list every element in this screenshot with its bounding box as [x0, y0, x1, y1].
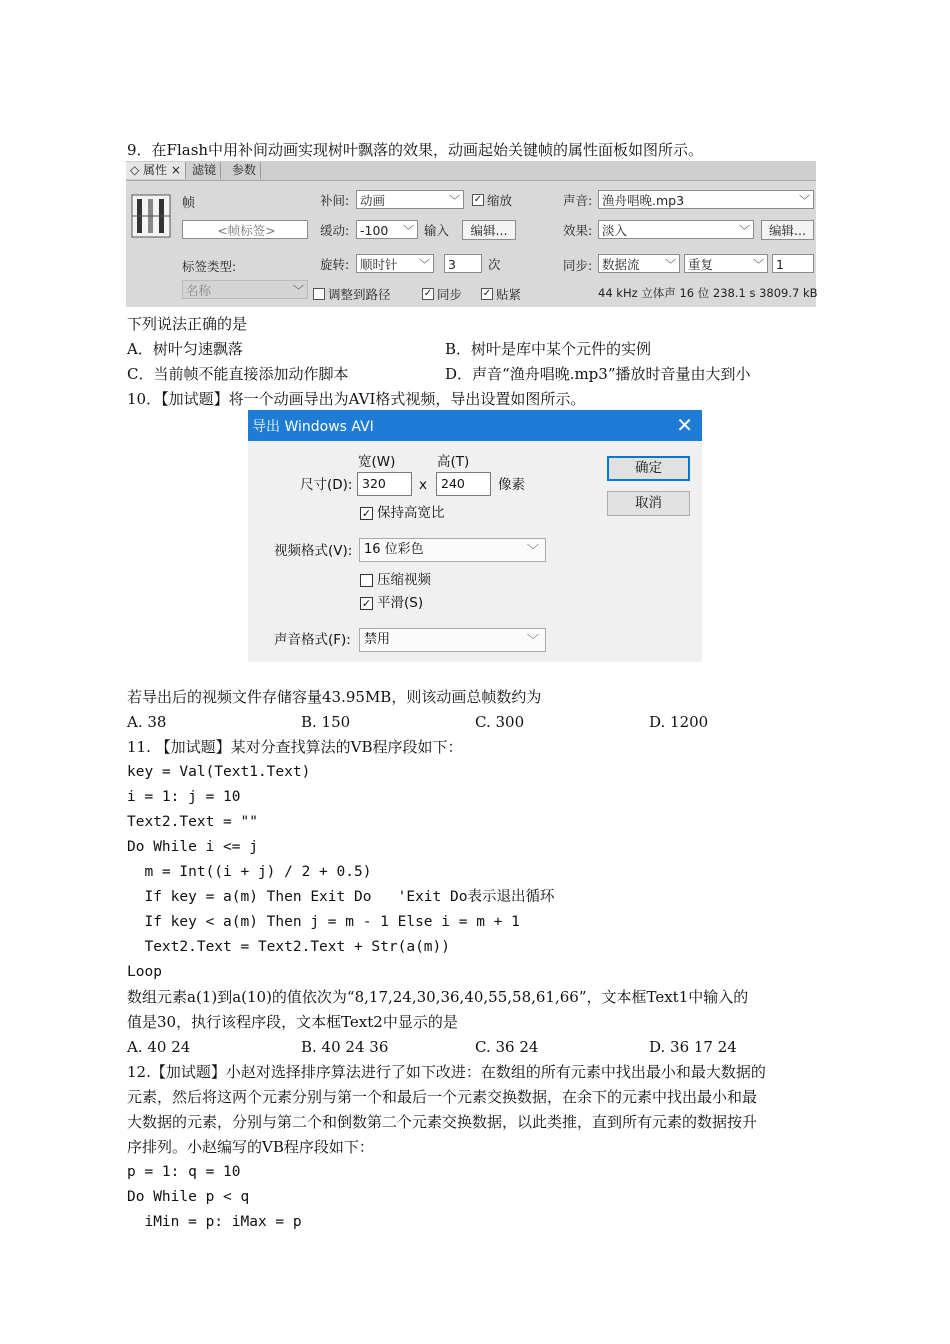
- video-format-value: 16 位彩色: [364, 542, 424, 557]
- chevron-down-icon: ﹀: [403, 224, 414, 237]
- tab-properties[interactable]: ◇ 属性 ×: [126, 162, 186, 179]
- q9-prompt: 下列说法正确的是: [127, 315, 248, 333]
- q11-option-b: B. 40 24 36: [301, 1038, 389, 1056]
- q11-description: 值是30，执行该程序段，文本框Text2中显示的是: [127, 1013, 458, 1031]
- repeat-count-input[interactable]: 1: [772, 254, 814, 273]
- sound-format-select[interactable]: [359, 628, 546, 652]
- width-label: 宽(W): [358, 454, 396, 470]
- export-avi-dialog: [248, 410, 702, 662]
- video-format-select[interactable]: [359, 538, 546, 562]
- q11-code-line: Do While i <= j: [127, 839, 258, 855]
- orient-to-path-label: 调整到路径: [328, 287, 391, 302]
- ease-value: -100: [360, 223, 389, 238]
- q12-code-line: iMin = p: iMax = p: [127, 1214, 302, 1230]
- ok-button[interactable]: 确定: [607, 456, 690, 481]
- q11-code-line: If key = a(m) Then Exit Do 'Exit Do表示退出循环: [127, 889, 555, 905]
- dialog-title: 导出 Windows AVI: [252, 419, 374, 435]
- cancel-button[interactable]: 取消: [607, 491, 690, 516]
- scale-checkbox[interactable]: ✓: [473, 194, 483, 205]
- q11-code-line: Text2.Text = Text2.Text + Str(a(m)): [127, 939, 451, 955]
- sync-checkbox-label: 同步: [437, 287, 463, 302]
- keep-ratio-label: 保持高宽比: [377, 505, 445, 521]
- q11-option-c: C. 36 24: [475, 1038, 539, 1056]
- q12-text-line: 序排列。小赵编写的VB程序段如下：: [127, 1138, 374, 1156]
- q11-option-a: A. 40 24: [127, 1038, 191, 1056]
- ease-label: 缓动:: [320, 223, 350, 238]
- scale-label: 缩放: [487, 193, 513, 208]
- q12-text-line: 元素，然后将这两个元素分别与第一个和最后一个元素交换数据，在余下的元素中找出最小和最: [127, 1088, 758, 1106]
- q11-code-line: key = Val(Text1.Text): [127, 764, 311, 780]
- flash-properties-panel: [126, 161, 816, 307]
- q11-option-d: D. 36 17 24: [649, 1038, 737, 1056]
- label-type-select: [182, 280, 308, 299]
- sync-checkbox[interactable]: ✓: [423, 288, 433, 299]
- frame-label: 帧: [182, 196, 196, 211]
- panel-tab-bar: [126, 161, 816, 181]
- q9-stem: 9．在Flash中用补间动画实现树叶飘落的效果，动画起始关键帧的属性面板如图所示。: [127, 141, 704, 159]
- q9-option-d: D．声音“渔舟唱晚.mp3”播放时音量由大到小: [445, 365, 751, 383]
- chevron-down-icon: ﹀: [799, 194, 810, 207]
- rotate-label: 旋转:: [320, 257, 350, 272]
- sync-select[interactable]: [598, 254, 680, 273]
- q10-option-d: D. 1200: [649, 713, 709, 731]
- height-label: 高(T): [437, 454, 470, 470]
- chevron-down-icon: ﹀: [526, 633, 539, 647]
- repeat-value: 重复: [688, 257, 714, 272]
- q12-code-line: p = 1: q = 10: [127, 1164, 241, 1180]
- chevron-down-icon: ﹀: [526, 543, 539, 557]
- label-type-label: 标签类型:: [182, 259, 237, 274]
- x-label: x: [419, 477, 427, 493]
- q9-option-b: B．树叶是库中某个元件的实例: [445, 340, 652, 358]
- rotate-times-input[interactable]: 3: [444, 254, 482, 273]
- compress-video-label: 压缩视频: [377, 572, 431, 588]
- sound-format-value: 禁用: [364, 632, 391, 647]
- height-input[interactable]: 240: [436, 472, 491, 496]
- tween-value: 动画: [360, 193, 386, 208]
- q11-code-line: m = Int((i + j) / 2 + 0.5): [127, 864, 372, 880]
- orient-to-path-checkbox[interactable]: [313, 288, 325, 300]
- frame-icon: [131, 194, 171, 238]
- sync-label: 同步:: [563, 258, 593, 273]
- tab-parameters[interactable]: 参数: [228, 162, 261, 179]
- effect-select[interactable]: [598, 220, 754, 239]
- sound-format-label: 声音格式(F):: [274, 632, 351, 648]
- q11-stem: 11. 【加试题】某对分查找算法的VB程序段如下：: [127, 738, 463, 756]
- tween-label: 补间:: [320, 193, 350, 208]
- width-input[interactable]: 320: [357, 472, 412, 496]
- dialog-title-bar: [248, 410, 702, 441]
- smooth-checkbox[interactable]: ✓: [361, 597, 372, 610]
- smooth-label: 平滑(S): [377, 595, 424, 611]
- close-icon[interactable]: ✕: [676, 413, 693, 437]
- q10-prompt: 若导出后的视频文件存储容量43.95MB，则该动画总帧数约为: [127, 688, 542, 706]
- q10-option-a: A. 38: [127, 713, 167, 731]
- sound-select[interactable]: [598, 190, 814, 209]
- q11-code-line: Text2.Text = "": [127, 814, 258, 830]
- ease-input-label: 输入: [424, 223, 450, 238]
- video-format-label: 视频格式(V):: [274, 543, 353, 559]
- q11-code-line: Loop: [127, 964, 162, 980]
- sound-value: 渔舟唱晚.mp3: [602, 193, 685, 208]
- tween-select[interactable]: [356, 190, 464, 209]
- chevron-down-icon: ﹀: [419, 258, 430, 271]
- effect-value: 淡入: [602, 223, 628, 238]
- compress-video-checkbox[interactable]: [360, 574, 373, 587]
- size-label: 尺寸(D):: [300, 477, 353, 493]
- times-label: 次: [488, 257, 501, 272]
- q9-option-c: C．当前帧不能直接添加动作脚本: [127, 365, 349, 383]
- sound-info: 44 kHz 立体声 16 位 238.1 s 3809.7 kB: [598, 286, 818, 300]
- chevron-down-icon: ﹀: [739, 224, 750, 237]
- keep-ratio-checkbox[interactable]: ✓: [361, 507, 372, 520]
- q10-stem: 10．【加试题】将一个动画导出为AVI格式视频，导出设置如图所示。: [127, 390, 586, 408]
- rotate-select[interactable]: [356, 254, 434, 273]
- q12-text-line: 12.【加试题】小赵对选择排序算法进行了如下改进：在数组的所有元素中找出最小和最大数据的: [127, 1063, 766, 1081]
- label-type-value: 名称: [186, 283, 212, 298]
- chevron-down-icon: ﹀: [753, 258, 764, 271]
- pixel-label: 像素: [498, 477, 525, 493]
- q11-description: 数组元素a(1)到a(10)的值依次为“8,17,24,30,36,40,55,58,61,66”，文本框Text1中输入的: [127, 988, 749, 1006]
- q10-option-c: C. 300: [475, 713, 525, 731]
- frame-name-input[interactable]: <帧标签>: [182, 220, 308, 239]
- ease-input[interactable]: [356, 220, 418, 239]
- tab-filters[interactable]: 滤镜: [188, 162, 221, 179]
- sound-label: 声音:: [563, 193, 593, 208]
- repeat-select[interactable]: [684, 254, 768, 273]
- snap-label: 贴紧: [496, 287, 522, 302]
- sync-value: 数据流: [602, 257, 640, 272]
- chevron-down-icon: ﹀: [293, 284, 304, 297]
- snap-checkbox[interactable]: ✓: [482, 288, 492, 299]
- q11-code-line: i = 1: j = 10: [127, 789, 241, 805]
- chevron-down-icon: ﹀: [449, 194, 460, 207]
- q10-option-b: B. 150: [301, 713, 351, 731]
- rotate-value: 顺时针: [360, 257, 398, 272]
- effect-edit-button[interactable]: 编辑...: [761, 220, 814, 240]
- ease-edit-button[interactable]: 编辑...: [462, 220, 516, 240]
- chevron-down-icon: ﹀: [665, 258, 676, 271]
- q11-code-line: If key < a(m) Then j = m - 1 Else i = m + 1: [127, 914, 520, 930]
- q12-code-line: Do While p < q: [127, 1189, 250, 1205]
- q9-option-a: A．树叶匀速飘落: [127, 340, 243, 358]
- effect-label: 效果:: [563, 223, 593, 238]
- q12-text-line: 大数据的元素，分别与第二个和倒数第二个元素交换数据，以此类推，直到所有元素的数据按升: [127, 1113, 758, 1131]
